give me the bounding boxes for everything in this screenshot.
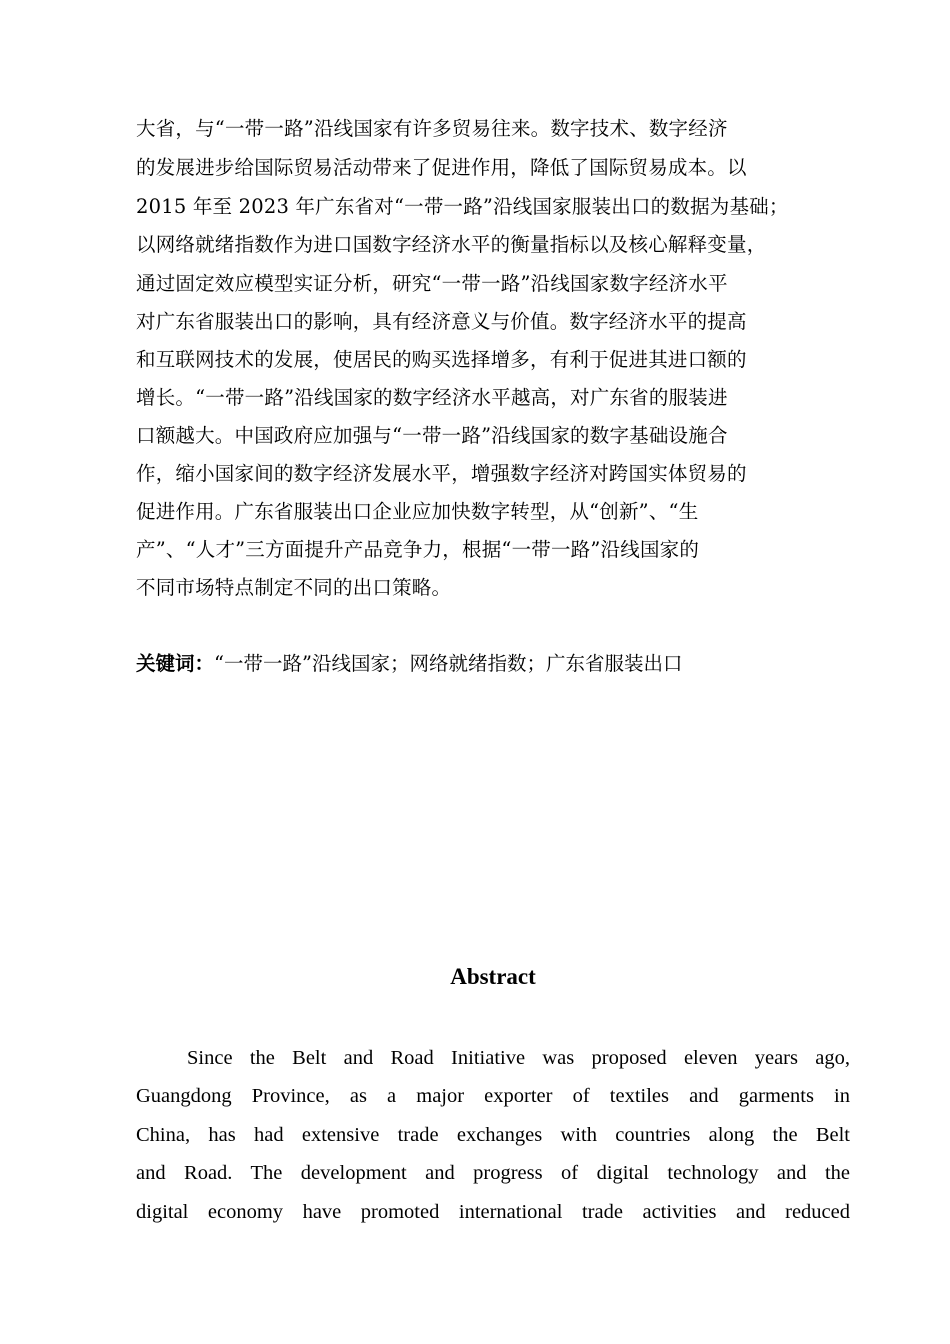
paragraph-line: 以网络就绪指数作为进口国数字经济水平的衡量指标以及核心解释变量，: [136, 233, 767, 256]
paragraph-line: 作，缩小国家间的数字经济发展水平，增强数字经济对跨国实体贸易的: [136, 462, 747, 485]
paragraph-line: China, has had extensive trade exchanges with countries along the Belt: [136, 1124, 850, 1146]
paragraph-line: 2015 年至 2023 年广东省对“一带一路”沿线国家服装出口的数据为基础；: [136, 195, 789, 218]
paragraph-line: 不同市场特点制定不同的出口策略。: [136, 576, 452, 599]
paragraph-line: 口额越大。中国政府应加强与“一带一路”沿线国家的数字基础设施合: [136, 424, 728, 447]
paragraph-line: 促进作用。广东省服装出口企业应加快数字转型，从“创新”、“生: [136, 500, 699, 523]
paragraph-line: Guangdong Province, as a major exporter of textiles and garments in: [136, 1085, 850, 1107]
paragraph-line: digital economy have promoted international trade activities and reduced: [136, 1201, 850, 1223]
paragraph-line: 大省，与“一带一路”沿线国家有许多贸易往来。数字技术、数字经济: [136, 117, 728, 140]
paragraph-line: 的发展进步给国际贸易活动带来了促进作用，降低了国际贸易成本。以: [136, 156, 747, 179]
keywords-text: “一带一路”沿线国家；网络就绪指数；广东省服装出口: [214, 652, 683, 675]
paragraph-line: 产”、“人才”三方面提升产品竞争力，根据“一带一路”沿线国家的: [136, 538, 700, 561]
paragraph-line: 增长。“一带一路”沿线国家的数字经济水平越高，对广东省的服装进: [136, 386, 728, 409]
abstract-heading: Abstract: [450, 964, 536, 989]
keywords-line: [136, 651, 682, 677]
paragraph-line: and Road. The development and progress of digital technology and the: [136, 1162, 850, 1184]
paragraph-line: 和互联网技术的发展，使居民的购买选择增多，有利于促进其进口额的: [136, 348, 747, 371]
paragraph-line: Since the Belt and Road Initiative was proposed eleven years ago,: [187, 1047, 850, 1069]
paragraph-line: 通过固定效应模型实证分析，研究“一带一路”沿线国家数字经济水平: [136, 272, 728, 295]
keywords-label: 关键词：: [136, 652, 215, 675]
paragraph-line: 对广东省服装出口的影响，具有经济意义与价值。数字经济水平的提高: [136, 310, 747, 333]
